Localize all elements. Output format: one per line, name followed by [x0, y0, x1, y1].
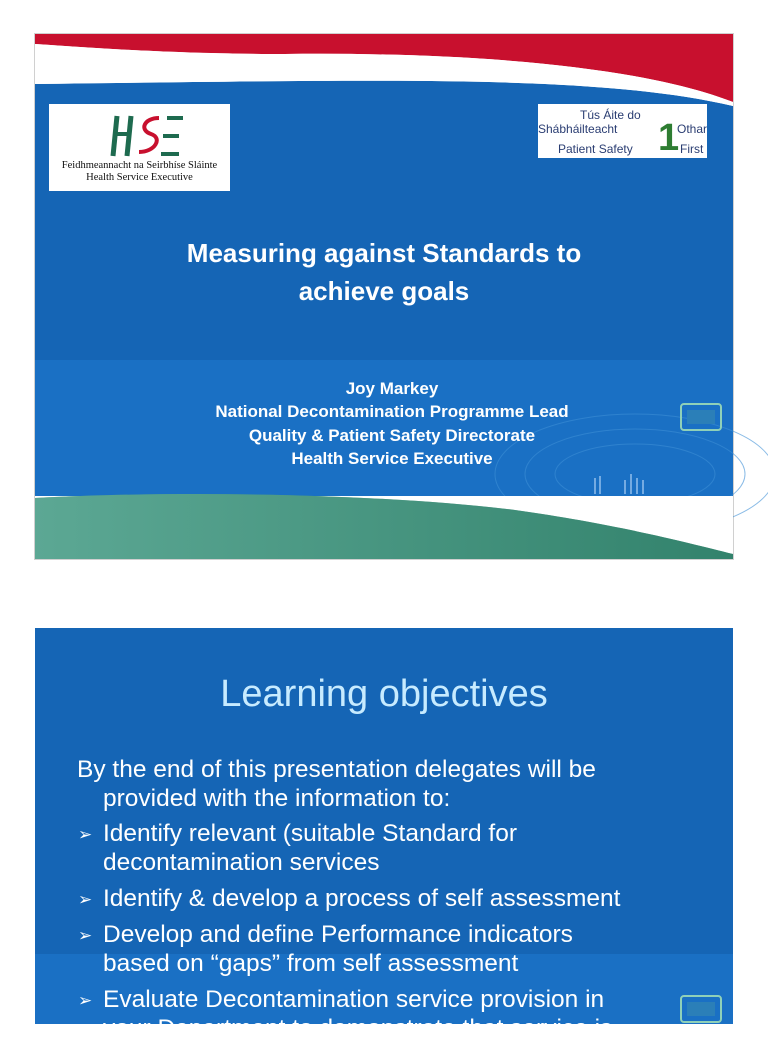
slide2-title: Learning objectives — [220, 673, 548, 715]
slide-title-line-2: achieve goals — [298, 276, 470, 306]
hse-irish-name: Feidhmeannacht na Seirbhíse Sláinte — [61, 160, 218, 171]
hse-logo-mark-icon — [109, 112, 189, 160]
presenter-role: National Decontamination Programme Lead — [215, 402, 569, 421]
ps-line-4: Patient Safety — [558, 142, 633, 156]
ps-line-1: Tús Áite do — [580, 108, 641, 122]
intro-line-1: By the end of this presentation delegates will be — [77, 756, 596, 783]
objectives-slide — [35, 628, 733, 1042]
bullet-4-line-1: Evaluate Decontamination service provision in — [103, 986, 605, 1013]
ps-line-3: Othar — [677, 122, 708, 136]
intro-line-2: provided with the information to: — [103, 785, 451, 812]
bullet-icon: ➢ — [78, 991, 93, 1010]
bullet-3-line-2: based on “gaps” from self assessment — [103, 950, 519, 977]
ps-line-5: First — [680, 142, 704, 156]
bullet-1-line-1: Identify relevant (suitable Standard for — [103, 820, 518, 847]
slide-title-line-1: Measuring against Standards to — [186, 238, 582, 268]
bullet-icon: ➢ — [78, 825, 93, 844]
bullet-4-line-2: your Department to demonstrate that service is — [103, 1015, 613, 1042]
bullet-2-line-1: Identify & develop a process of self assessment — [103, 885, 621, 912]
numeral-one-icon — [656, 116, 678, 158]
hse-english-name: Health Service Executive — [86, 172, 193, 183]
bullet-1-line-2: decontamination services — [103, 849, 380, 876]
presenter-name: Joy Markey — [345, 379, 439, 398]
bullet-3-line-1: Develop and define Performance indicators — [103, 921, 573, 948]
presenter-organisation: Health Service Executive — [291, 449, 493, 468]
svg-text:1: 1 — [658, 117, 680, 159]
patient-safety-logo — [538, 104, 707, 158]
ps-line-2: Shábháilteacht — [538, 122, 618, 136]
hse-logo — [49, 104, 230, 191]
title-slide — [35, 34, 733, 559]
bullet-icon: ➢ — [78, 926, 93, 945]
bullet-icon: ➢ — [78, 890, 93, 909]
presenter-directorate: Quality & Patient Safety Directorate — [248, 426, 536, 445]
